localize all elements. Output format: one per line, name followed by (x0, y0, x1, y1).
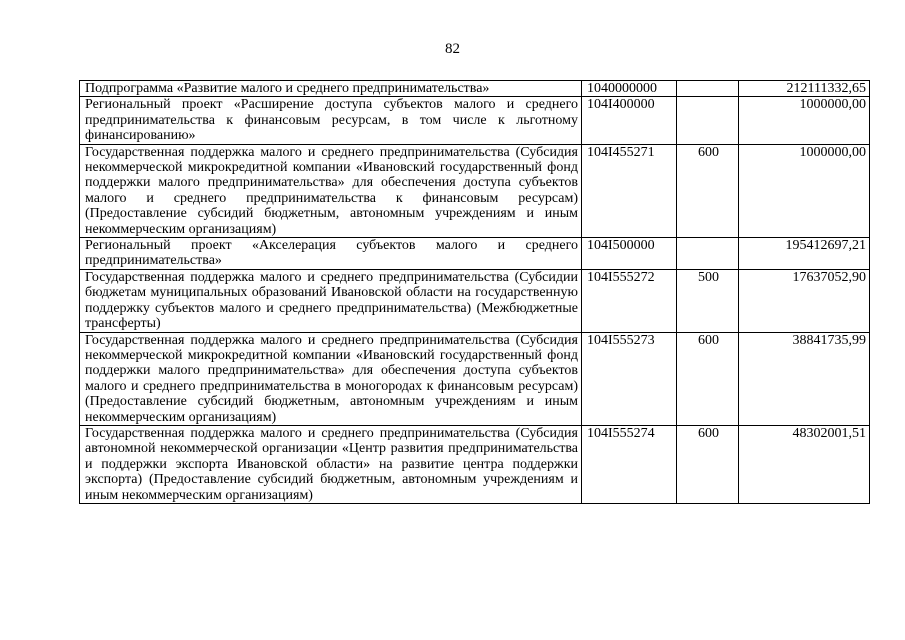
budget-table (79, 80, 870, 504)
page-number: 82 (445, 41, 460, 57)
row-amount: 1000000,00 (739, 144, 870, 237)
row-name: Государственная поддержка малого и среднего предпринимательства (Субсидия автономной некоммерческой организации «Центр развития предпринимательства и поддержки экспорта Ивановской области» на развитие центра поддержки экспорта) (Предоставление субсидий бюджетным, автономным учреждениям и иным некоммерческим организациям) (80, 425, 582, 503)
row-name: Региональный проект «Расширение доступа субъектов малого и среднего предпринимательства к финансовым ресурсам, в том числе к льготному финансированию» (80, 97, 582, 144)
row-expense-type: 500 (677, 269, 739, 332)
table-row (80, 144, 870, 237)
row-code: 104I455271 (582, 144, 677, 237)
row-expense-type: 600 (677, 425, 739, 503)
row-amount: 1000000,00 (739, 97, 870, 144)
row-amount: 212111332,65 (739, 81, 870, 97)
row-name: Государственная поддержка малого и среднего предпринимательства (Субсидии бюджетам муниципальных образований Ивановской области на государственную поддержку субъектов малого и среднего предпринимательства) (Межбюджетные трансферты) (80, 269, 582, 332)
row-code: 1040000000 (582, 81, 677, 97)
table-row (80, 269, 870, 332)
row-expense-type (677, 81, 739, 97)
row-expense-type (677, 97, 739, 144)
row-code: 104I500000 (582, 238, 677, 270)
row-expense-type: 600 (677, 144, 739, 237)
row-amount: 48302001,51 (739, 425, 870, 503)
row-name: Государственная поддержка малого и среднего предпринимательства (Субсидия некоммерческой микрокредитной компании «Ивановский государственный фонд поддержки малого предпринимательства» для обеспечения доступа субъектов малого и среднего предпринимательства в моногородах к финансовым ресурсам) (Предоставление субсидий бюджетным, автономным учреждениям и иным некоммерческим организациям) (80, 332, 582, 425)
row-amount: 38841735,99 (739, 332, 870, 425)
table-row (80, 332, 870, 425)
table-row (80, 425, 870, 503)
row-expense-type (677, 238, 739, 270)
row-amount: 195412697,21 (739, 238, 870, 270)
table-row (80, 97, 870, 144)
row-code: 104I555274 (582, 425, 677, 503)
table-row (80, 81, 870, 97)
row-code: 104I555273 (582, 332, 677, 425)
row-amount: 17637052,90 (739, 269, 870, 332)
row-name: Государственная поддержка малого и среднего предпринимательства (Субсидия некоммерческой микрокредитной компании «Ивановский государственный фонд поддержки малого предпринимательства» для обеспечения доступа субъектов малого и среднего предпринимательства к финансовым ресурсам) (Предоставление субсидий бюджетным, автономным учреждениям и иным некоммерческим организациям) (80, 144, 582, 237)
row-expense-type: 600 (677, 332, 739, 425)
row-code: 104I400000 (582, 97, 677, 144)
row-code: 104I555272 (582, 269, 677, 332)
row-name: Подпрограмма «Развитие малого и среднего предпринимательства» (80, 81, 582, 97)
table-row (80, 238, 870, 270)
row-name: Региональный проект «Акселерация субъектов малого и среднего предпринимательства» (80, 238, 582, 270)
